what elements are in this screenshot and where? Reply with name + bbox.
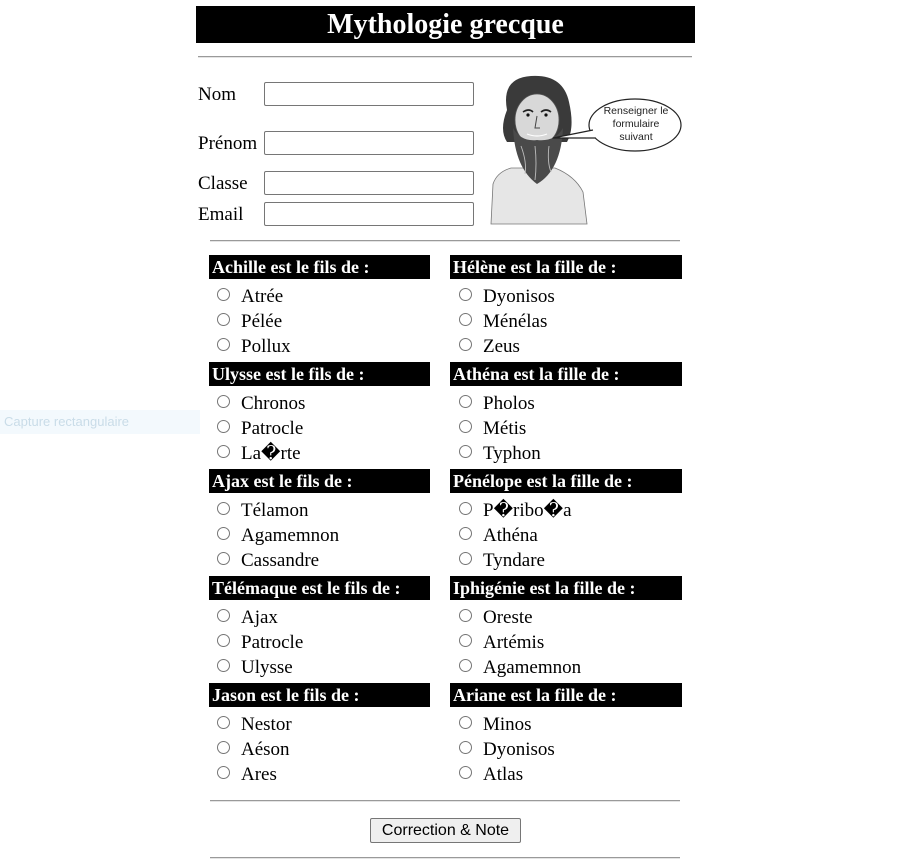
rectangular-capture-overlay: Capture rectangulaire: [0, 410, 200, 434]
radio-button[interactable]: [217, 313, 230, 326]
question-title: Hélène est la fille de :: [450, 255, 682, 279]
radio-button[interactable]: [217, 288, 230, 301]
option-radio[interactable]: [216, 284, 283, 309]
option-radio[interactable]: [216, 416, 303, 441]
email-label: Email: [198, 204, 244, 225]
radio-button[interactable]: [459, 445, 472, 458]
question-title: Athéna est la fille de :: [450, 362, 682, 386]
question-title: Ariane est la fille de :: [450, 683, 682, 707]
classe-input[interactable]: [264, 171, 474, 195]
option-radio[interactable]: [216, 391, 305, 416]
radio-button[interactable]: [459, 338, 472, 351]
option-radio[interactable]: [458, 605, 533, 630]
option-radio[interactable]: [216, 655, 293, 680]
option-radio[interactable]: [216, 523, 339, 548]
radio-button[interactable]: [459, 766, 472, 779]
option-radio[interactable]: [216, 309, 282, 334]
option-label: Nestor: [241, 713, 292, 735]
radio-button[interactable]: [459, 527, 472, 540]
option-radio[interactable]: [216, 441, 301, 466]
option-label: Pélée: [241, 310, 283, 332]
option-label: Télamon: [241, 499, 309, 521]
email-input[interactable]: [264, 202, 474, 226]
radio-button[interactable]: [217, 716, 230, 729]
option-label: Oreste: [483, 606, 533, 628]
question-title: Pénélope est la fille de :: [450, 469, 682, 493]
option-label: P�ribo�a: [483, 500, 572, 521]
radio-button[interactable]: [459, 609, 472, 622]
radio-button[interactable]: [459, 741, 472, 754]
option-radio[interactable]: [458, 737, 555, 762]
radio-button[interactable]: [217, 766, 230, 779]
radio-button[interactable]: [217, 527, 230, 540]
option-radio[interactable]: [458, 416, 526, 441]
radio-button[interactable]: [217, 445, 230, 458]
option-label: Ares: [241, 763, 277, 785]
option-radio[interactable]: [216, 498, 309, 523]
radio-button[interactable]: [217, 420, 230, 433]
correction-note-button[interactable]: Correction & Note: [370, 818, 521, 843]
nom-input[interactable]: [264, 82, 474, 106]
option-label: Typhon: [483, 442, 541, 464]
option-radio[interactable]: [458, 630, 544, 655]
radio-button[interactable]: [459, 659, 472, 672]
radio-button[interactable]: [217, 634, 230, 647]
option-radio[interactable]: [216, 762, 277, 787]
option-radio[interactable]: [458, 762, 523, 787]
option-radio[interactable]: [458, 284, 555, 309]
option-label: Artémis: [483, 631, 545, 653]
option-label: Cassandre: [241, 549, 320, 571]
radio-button[interactable]: [459, 313, 472, 326]
option-radio[interactable]: [458, 441, 541, 466]
zeus-bust-illustration: [483, 72, 688, 227]
option-label: Métis: [483, 417, 527, 439]
option-label: Zeus: [483, 335, 520, 357]
option-radio[interactable]: [458, 523, 538, 548]
option-radio[interactable]: [216, 712, 292, 737]
radio-button[interactable]: [459, 502, 472, 515]
radio-button[interactable]: [217, 609, 230, 622]
page-title: Mythologie grecque: [196, 6, 695, 43]
question-title: Iphigénie est la fille de :: [450, 576, 682, 600]
radio-button[interactable]: [217, 741, 230, 754]
prenom-label: Prénom: [198, 133, 258, 154]
radio-button[interactable]: [217, 659, 230, 672]
speech-line-3: suivant: [619, 131, 653, 143]
option-radio[interactable]: [216, 605, 278, 630]
radio-button[interactable]: [217, 502, 230, 515]
radio-button[interactable]: [217, 395, 230, 408]
option-label: Atrée: [241, 285, 284, 307]
option-label: Tyndare: [483, 549, 545, 571]
option-radio[interactable]: [216, 630, 303, 655]
option-radio[interactable]: [458, 655, 581, 680]
option-radio[interactable]: [458, 548, 545, 573]
option-radio[interactable]: [458, 498, 572, 523]
radio-button[interactable]: [459, 288, 472, 301]
option-label: Agamemnon: [241, 524, 340, 546]
speech-line-1: Renseigner le: [603, 105, 669, 117]
option-label: Pholos: [483, 392, 535, 414]
question-title: Jason est le fils de :: [209, 683, 430, 707]
option-label: Dyonisos: [483, 738, 555, 760]
radio-button[interactable]: [217, 552, 230, 565]
option-label: Agamemnon: [483, 656, 582, 678]
divider-quiz: [210, 800, 680, 802]
question-title: Achille est le fils de :: [209, 255, 430, 279]
radio-button[interactable]: [459, 395, 472, 408]
question-title: Ajax est le fils de :: [209, 469, 430, 493]
classe-label: Classe: [198, 173, 248, 194]
nom-label: Nom: [198, 84, 236, 105]
prenom-input[interactable]: [264, 131, 474, 155]
option-label: Ajax: [241, 606, 278, 628]
radio-button[interactable]: [459, 552, 472, 565]
radio-button[interactable]: [459, 420, 472, 433]
option-label: Patrocle: [241, 631, 304, 653]
option-label: Pollux: [241, 335, 291, 357]
option-radio[interactable]: [216, 334, 291, 359]
option-radio[interactable]: [216, 548, 319, 573]
divider-form: [210, 240, 680, 242]
radio-button[interactable]: [459, 634, 472, 647]
question-title: Télémaque est le fils de :: [209, 576, 430, 600]
option-radio[interactable]: [458, 391, 535, 416]
option-label: Minos: [483, 713, 532, 735]
option-radio[interactable]: [216, 737, 290, 762]
radio-button[interactable]: [459, 716, 472, 729]
divider-top: [198, 56, 692, 58]
option-label: La�rte: [241, 443, 301, 464]
option-label: Athéna: [483, 524, 538, 546]
option-label: Chronos: [241, 392, 306, 414]
option-label: Aéson: [241, 738, 290, 760]
option-radio[interactable]: [458, 309, 547, 334]
option-label: Atlas: [483, 763, 524, 785]
option-radio[interactable]: [458, 334, 520, 359]
radio-button[interactable]: [217, 338, 230, 351]
speech-line-2: formulaire: [612, 118, 660, 130]
divider-bottom: [210, 857, 680, 859]
option-label: Dyonisos: [483, 285, 555, 307]
option-label: Ulysse: [241, 656, 293, 678]
option-radio[interactable]: [458, 712, 532, 737]
question-title: Ulysse est le fils de :: [209, 362, 430, 386]
option-label: Ménélas: [483, 310, 548, 332]
option-label: Patrocle: [241, 417, 304, 439]
